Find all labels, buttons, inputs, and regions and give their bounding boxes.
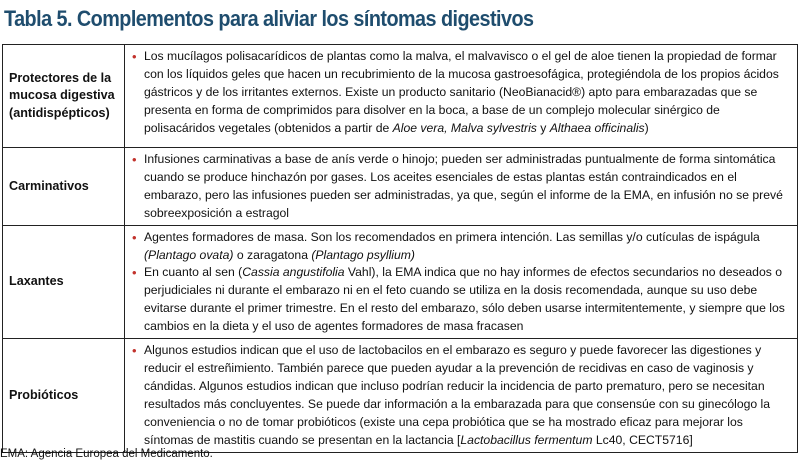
footnote: EMA: Agencia Europea del Medicamento. [0, 448, 213, 460]
row-content [125, 148, 798, 226]
row-content [125, 225, 798, 338]
list-item: • Infusiones carminativas a base de anís verde o hinojo; pueden ser administradas puntualmente de forma sintomática cuando se produce hinchazón por gases. Los aceites esenciales de estas plantas están contraindicados en el embarazo, pero las infusiones pueden ser administradas, ya que, según el informe de la EMA, en infusión no se prevé sobreexposición a estragol [132, 151, 790, 223]
row-label: Carminativos [3, 148, 125, 226]
list-item: • Los mucílagos polisacarídicos de plantas como la malva, el malvavisco o el gel de aloe tienen la propiedad de formar con los líquidos geles que hacen un recubrimiento de la mucosa gastroesofágica, protegiéndola de los propios ácidos gástricos y de los irritantes externos. Existe un producto sanitario (NeoBianacid®) apto para embarazadas que se presenta en forma de comprimidos para disolver en la boca, a base de un complejo molecular sinérgico de polisacáridos vegetales (obtenidos a partir de Aloe vera, Malva sylvestris y Althaea officinalis) [132, 48, 790, 138]
table-row [3, 45, 798, 148]
list-item: • Algunos estudios indican que el uso de lactobacilos en el embarazo es seguro y puede favorecer las digestiones y reducir el estreñimiento. También parece que pueden ayudar a la prevención de recidivas en caso de vaginosis y cándidas. Algunos estudios indican que incluso podrían reducir la incidencia de parto prematuro, pero se necesitan resultados más concluyentes. Se puede dar información a la embarazada para que consensúe con su ginecólogo la conveniencia o no de tomar probióticos (existe una cepa probiótica que se ha mostrado eficaz para mejorar los síntomas de mastitis cuando se presentan en la lactancia [Lactobacillus fermentum Lc40, CECT5716] [132, 342, 790, 449]
list-item: • En cuanto al sen (Cassia angustifolia Vahl), la EMA indica que no hay informes de efectos secundarios no deseados o perjudiciales ni durante el embarazo ni en el feto cuando se utiliza en la dosis recomendada, aunque su uso debe evitarse durante el primer trimestre. En el resto del embarazo, sólo deben usarse intermitentemente, y siempre que los cambios en la dieta y el uso de agentes formadores de masa fracasen [132, 264, 790, 336]
row-label: Protectores de la mucosa digestiva (antidispépticos) [3, 45, 125, 148]
row-label: Probióticos [3, 339, 125, 452]
table-title: Tabla 5. Complementos para aliviar los síntomas digestivos [4, 6, 534, 31]
row-label: Laxantes [3, 225, 125, 338]
table-row [3, 148, 798, 226]
row-content [125, 45, 798, 148]
complements-table [2, 44, 798, 453]
list-item: • Agentes formadores de masa. Son los recomendados en primera intención. Las semillas y/o cutículas de ispágula (Plantago ovata) o zaragatona (Plantago psyllium) [132, 229, 790, 265]
table-row [3, 225, 798, 338]
table-row [3, 339, 798, 452]
row-content [125, 339, 798, 452]
